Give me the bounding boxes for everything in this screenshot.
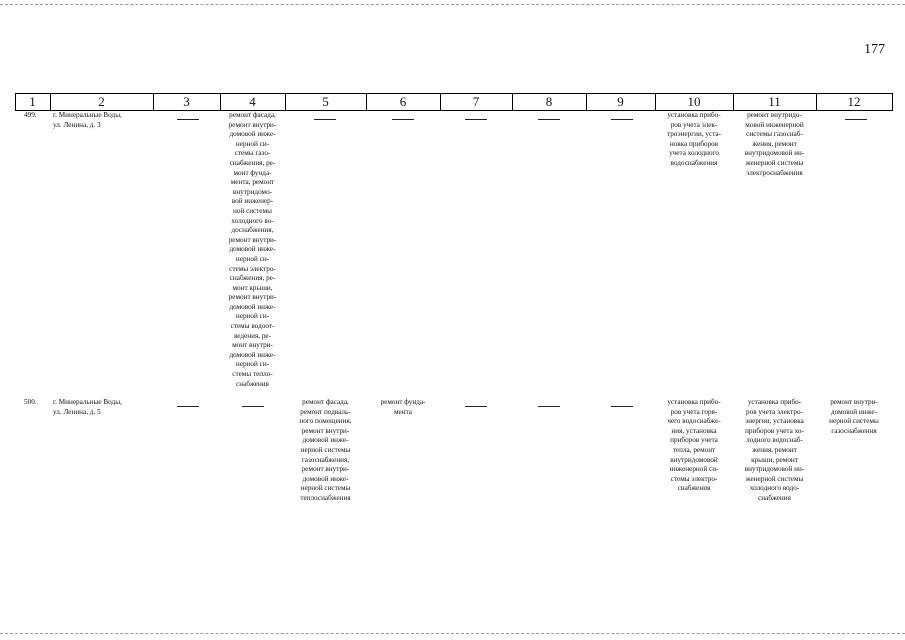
cell-line: электроснабжения [746,168,803,177]
cell-line: ремонт внутри- [830,398,878,406]
empty-cell-dash [845,119,867,120]
address-line: г. Минеральные Воды, [53,111,122,119]
cell-line: троэнергии, уста- [666,130,722,139]
cell-line: ремонт внутри- [228,293,277,302]
empty-cell-dash [177,119,199,120]
cell-line: женерной системы [745,474,804,483]
cell-line: новка приборов [669,139,719,148]
cell-line: монт внутри- [232,341,273,350]
cell-line: газоснабжения [831,426,877,435]
row-address [53,111,153,130]
cell-line: монт крыши, [232,283,273,292]
cell-line: лодного водоснаб- [746,436,803,445]
address-line: ул. Ленина, д. 3 [53,120,101,129]
empty-cell-dash [465,119,487,120]
cell-line: снабжения [677,484,711,493]
cell-line: ремонт фасада, [229,111,276,119]
cell-col12 [816,398,892,436]
cell-line: приборов учета хо- [745,426,804,435]
header-top-rule [15,93,893,94]
cell-line: инженерной си- [669,465,719,474]
cell-line: вой инженер- [231,197,274,206]
cell-line: ремонт внутри- [228,120,277,129]
cell-col5 [285,398,366,504]
cell-line: нерной си- [235,254,270,263]
cell-line: ремонт внутри- [301,426,350,435]
cell-line: ремонт фунда- [380,398,426,406]
cell-line: домовой инже- [229,350,276,359]
cell-line: ров учета электро- [746,407,803,416]
empty-cell-dash [611,406,633,407]
address-line: г. Минеральные Воды, [53,398,122,406]
column-header: 1 [29,94,36,109]
column-header: 4 [249,94,256,109]
cell-line: мента, ремонт [230,178,275,187]
cell-line: энергии, установка [745,417,804,426]
cell-line: домовой инже- [302,436,349,445]
cell-line: учета холодного [669,149,719,158]
cell-line: снабжения, ре- [229,274,276,283]
column-header: 5 [322,94,329,109]
cell-line: установка прибо- [667,111,721,119]
cell-line: холодного во- [231,216,274,225]
cell-line: чего водоснабже- [667,417,721,426]
cell-line: стемы электро- [229,264,276,273]
empty-cell-dash [177,406,199,407]
row-number: 500. [24,398,37,406]
cell-line: домовой инже- [229,130,276,139]
cell-line: снабжения [236,379,269,388]
col-divider [892,93,893,110]
cell-line: ной системы [232,206,273,215]
empty-cell-dash [538,406,560,407]
cell-line: теплоснабжения [300,493,351,502]
cell-line: ного помещения, [299,417,352,426]
column-header: 10 [687,94,701,109]
cell-line: стемы электро- [670,474,718,483]
scan-edge-bottom [0,633,905,634]
column-header: 7 [472,94,480,109]
address-line: ул. Ленина, д. 5 [53,407,101,416]
column-header: 9 [617,94,624,109]
empty-cell-dash [611,119,633,120]
cell-line: домовой инже- [302,474,349,483]
row-address [53,398,153,417]
cell-line: ремонт подваль- [300,407,351,416]
cell-line: ремонт внутри- [301,465,350,474]
column-header: 2 [98,94,105,109]
cell-line: нерной си- [235,312,270,321]
cell-line: установка прибо- [667,398,721,406]
cell-line: мовой инженерной [745,120,804,129]
cell-line: ремонт внутри- [228,235,277,244]
cell-line: домовой инже- [229,302,276,311]
cell-line: ремонт фасада, [302,398,349,406]
page-number: 177 [864,42,885,57]
cell-line: ремонт внутридо- [747,111,802,119]
cell-line: ведения, ре- [233,331,272,340]
column-header: 8 [545,94,553,109]
cell-line: внутридомовой [670,455,718,464]
cell-line: тепла, ремонт [672,445,716,454]
cell-col10 [655,111,733,169]
cell-line: стемы водоот- [230,322,275,331]
cell-line: ров учета элек- [670,120,718,129]
column-header: 6 [399,94,407,109]
column-header: 12 [847,94,861,109]
cell-line: приборов учета [670,436,718,445]
column-header: 11 [768,94,781,109]
cell-line: нерной системы [829,417,879,426]
cell-line: нерной си- [235,360,270,369]
cell-line: женерной системы [745,158,804,167]
cell-line: нерной си- [235,139,270,148]
cell-col11 [733,398,816,504]
cell-line: внутридомовой ин- [744,149,805,158]
empty-cell-dash [314,119,336,120]
empty-cell-dash [392,119,414,120]
cell-line: холодного водо- [749,484,800,493]
empty-cell-dash [538,119,560,120]
cell-line: снабжения [758,493,791,502]
empty-cell-dash [242,406,264,407]
cell-col10 [655,398,733,494]
cell-line: нерной системы [300,445,351,454]
cell-line: установка прибо- [747,398,802,406]
cell-line: мента [393,407,412,416]
cell-line: жения, ремонт [752,139,797,148]
cell-line: системы газоснаб- [746,130,803,139]
row-number: 499. [24,111,37,119]
cell-line: стемы газо- [234,149,271,158]
cell-line: жения, ремонт [752,445,797,454]
cell-line: нерной системы [300,484,351,493]
cell-line: ров учета горя- [670,407,718,416]
cell-line: стемы тепло- [232,370,273,379]
cell-line: газоснабжения, [301,455,350,464]
cell-line: доснабжения, [231,226,274,235]
cell-line: домовой инже- [831,407,877,416]
column-header: 3 [183,94,190,109]
cell-line: внутридомовой ин- [744,465,805,474]
scan-edge-top [0,4,905,5]
cell-col11 [733,111,816,178]
cell-line: крыши, ремонт [751,455,798,464]
cell-line: снабжения, ре- [229,158,276,167]
cell-line: водоснабжения [670,158,718,167]
cell-line: внутридомо- [232,187,273,196]
cell-line: монт фунда- [233,168,272,177]
cell-line: домовой инже- [229,245,276,254]
cell-line: ния, установка [671,426,717,435]
empty-cell-dash [465,406,487,407]
cell-col4 [220,111,285,389]
cell-col6 [366,398,440,417]
